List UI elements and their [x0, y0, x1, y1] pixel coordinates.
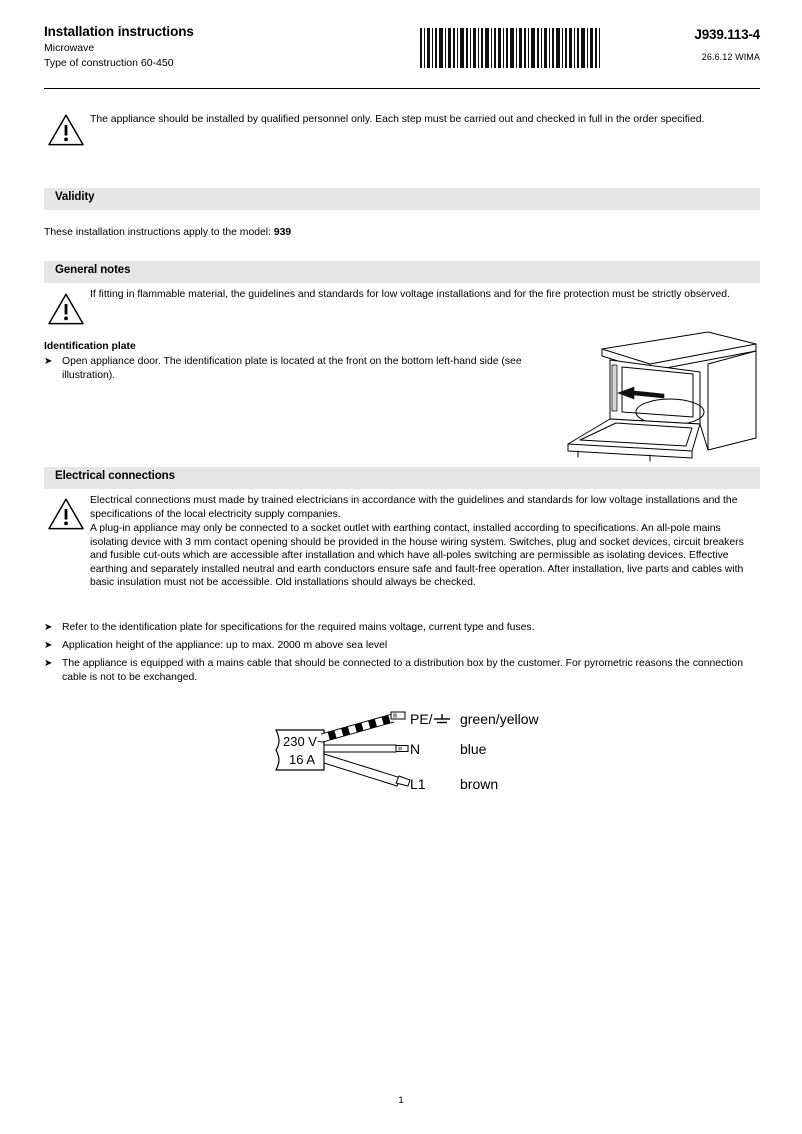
wiring-terminal-n: N: [410, 741, 421, 757]
appliance-type: Microwave: [44, 42, 95, 54]
barcode-icon: [420, 28, 600, 68]
header-code-block: [600, 26, 760, 64]
validity-text: [44, 226, 744, 240]
wiring-supply-current: 16 A: [289, 752, 316, 767]
page-title: Installation instructions: [44, 24, 194, 39]
electrical-warning-paragraph-2: A plug-in appliance may only be connected to a socket outlet with earthing contact, installed according to specifications. An all-pole mains isolating device with 3 mm contact opening should be provided in the house wiring system. Switches, plug and socket devices, circuit breakers and fusible cut-outs which are accessible after installation and which have all-poles switching are permissible as isolating devices. Effective earthing and separately installed neutral and earth conductors ensure safe and fault-free operation. After installation, live parts and cables with basic insulation must not be accessible. Old installations should always be checked.: [90, 523, 744, 589]
wiring-colour-n: blue: [460, 741, 487, 757]
electrical-warning-paragraph-1: Electrical connections must made by trained electricians in accordance with the guidelines and standards for low voltage installations and the specifications of the local electricity supply companies.: [90, 495, 738, 520]
bullet-arrow-icon: ➤: [44, 658, 53, 669]
header-divider: [44, 88, 760, 89]
section-header-validity: [44, 188, 760, 210]
earth-symbol-icon: [434, 714, 450, 723]
wiring-supply-voltage: 230 V~: [283, 734, 325, 749]
general-notes-warning-text: If fitting in flammable material, the guidelines and standards for low voltage installations and for the fire protection must be strictly observed.: [90, 289, 730, 300]
section-header-electrical: [44, 467, 760, 489]
microwave-open-door-illustration: [560, 320, 772, 462]
identification-plate-heading: Identification plate: [44, 341, 136, 352]
bullet-arrow-icon: ➤: [44, 356, 53, 367]
list-item-label: Application height of the appliance: up to max. 2000 m above sea level: [62, 640, 388, 651]
validity-text-prefix: These installation instructions apply to the model:: [44, 227, 274, 238]
bullet-arrow-icon: ➤: [44, 640, 53, 651]
section-title-electrical: Electrical connections: [55, 470, 175, 482]
list-item: [44, 657, 758, 684]
wiring-terminal-l1: L1: [410, 776, 426, 792]
header-title-block: [44, 24, 384, 70]
list-item-label: The appliance is equipped with a mains cable that should be connected to a distribution box by the customer. For pyrometric reasons the connection cable is not to be exchanged.: [62, 658, 743, 683]
warning-triangle-icon: [46, 112, 86, 148]
section-title-general-notes: General notes: [55, 264, 131, 276]
list-item: [44, 355, 554, 382]
page-number: 1: [398, 1095, 404, 1106]
wiring-diagram: [262, 702, 562, 800]
document-code: J939.113-4: [694, 27, 760, 42]
top-warning-text: The appliance should be installed by qualified personnel only. Each step must be carried out and checked in full in the order specified.: [90, 114, 705, 125]
list-item-label: Open appliance door. The identification plate is located at the front on the bottom left-hand side (see illustration).: [62, 356, 522, 381]
warning-triangle-icon: [46, 291, 86, 327]
wiring-terminal-pe: PE/: [410, 711, 433, 727]
wiring-colour-l1: brown: [460, 776, 499, 792]
list-item-label: Refer to the identification plate for specifications for the required mains voltage, current type and fuses.: [62, 622, 535, 633]
bullet-arrow-icon: ➤: [44, 622, 53, 633]
document-date: 26.6.12 WIMA: [701, 52, 760, 62]
warning-triangle-icon: [46, 496, 86, 532]
section-title-validity: Validity: [55, 191, 95, 203]
construction-type: Type of construction 60-450: [44, 57, 174, 69]
wiring-colour-pe: green/yellow: [460, 711, 539, 727]
list-item: [44, 639, 744, 653]
document-header: [44, 24, 760, 80]
barcode: [420, 28, 600, 68]
section-header-general-notes: [44, 261, 760, 283]
list-item: [44, 621, 744, 635]
validity-model: 939: [273, 227, 292, 238]
